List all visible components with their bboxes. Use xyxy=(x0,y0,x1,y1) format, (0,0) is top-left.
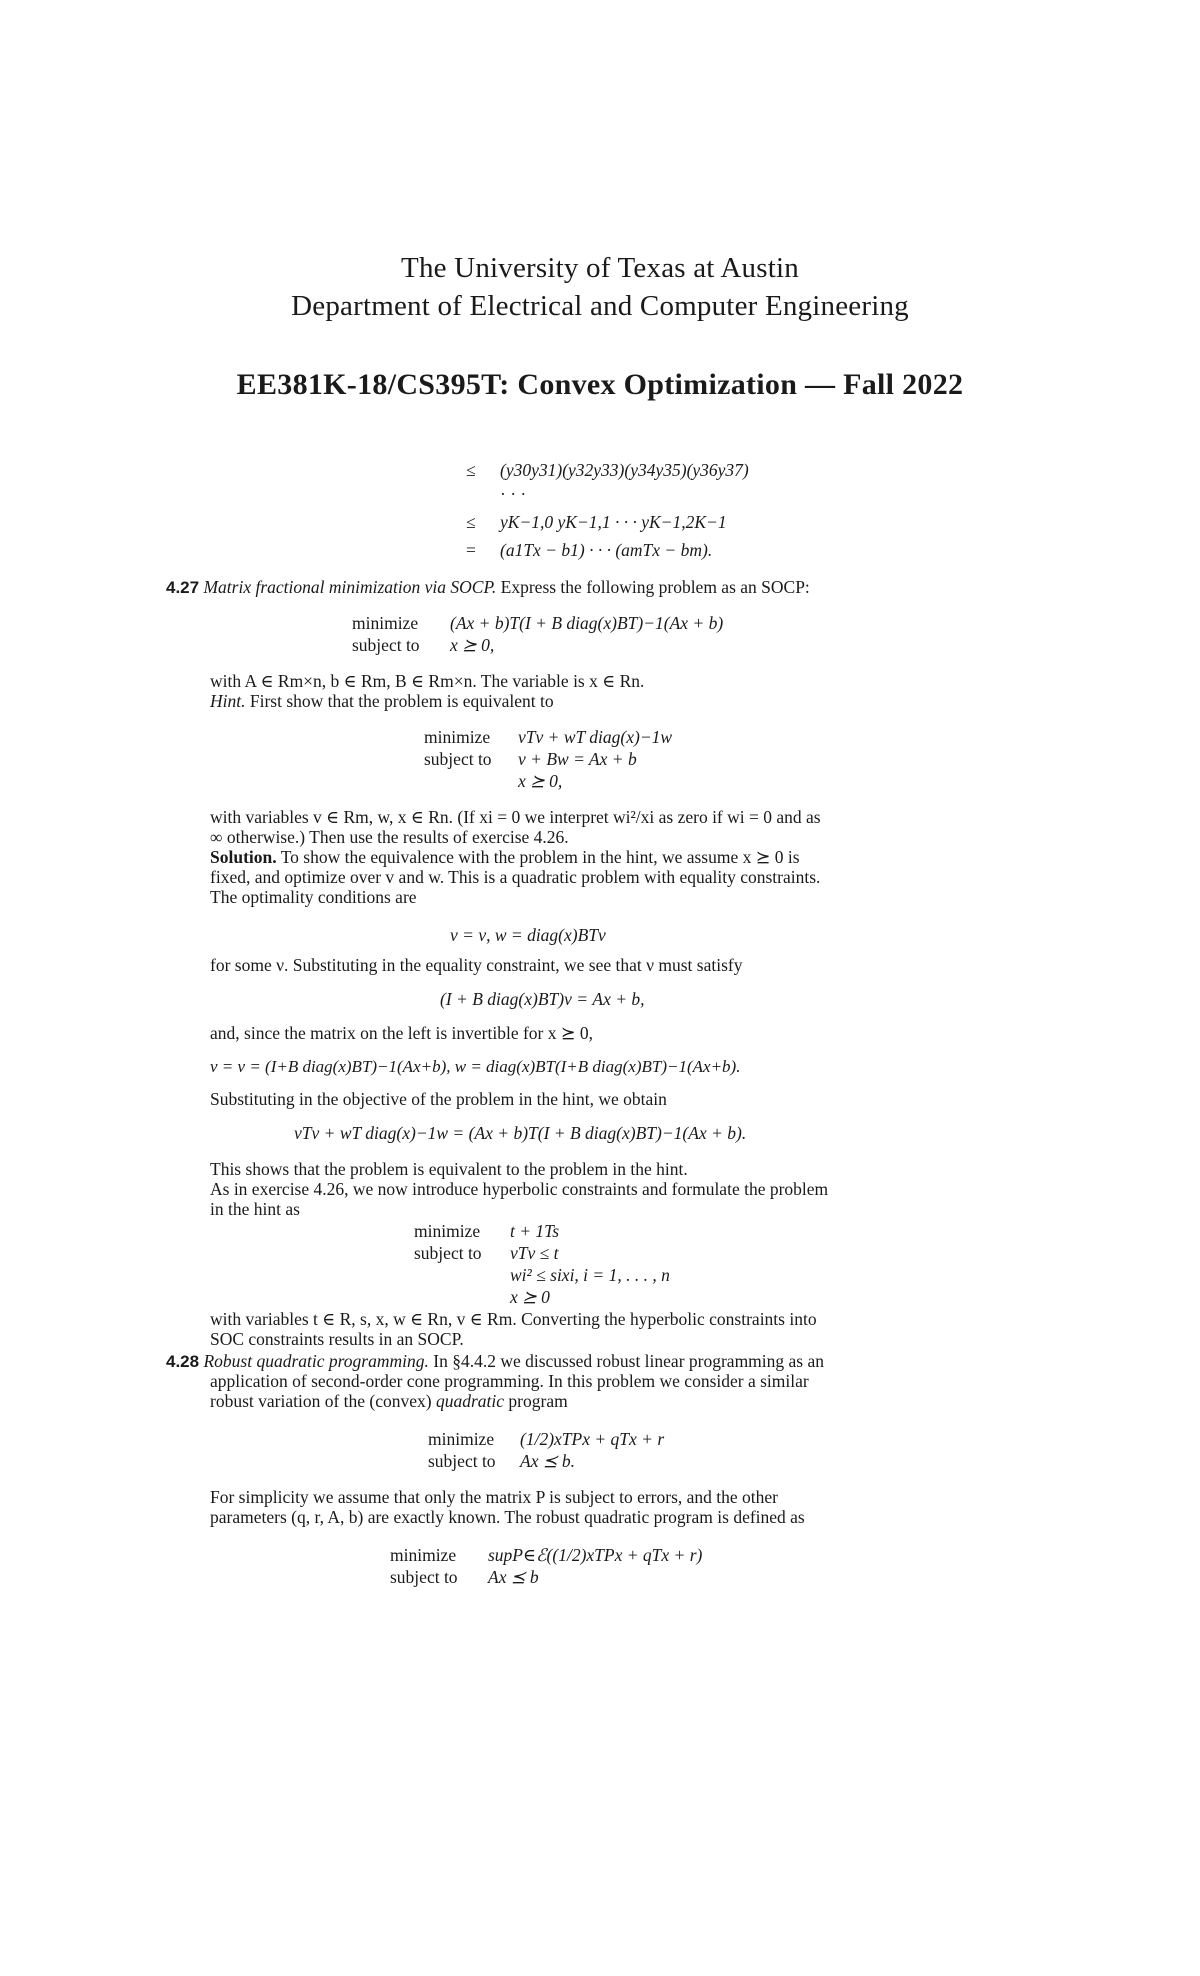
text-line: with variables t ∈ R, s, x, w ∈ Rn, v ∈ Rm. Converting the hyperbolic constraints into xyxy=(210,1309,817,1329)
chain-expression: (a1Tx − b1) · · · (amTx − bm). xyxy=(500,540,713,560)
text-line: This shows that the problem is equivalent to the problem in the hint. xyxy=(210,1159,688,1179)
text-line: SOC constraints results in an SOCP. xyxy=(210,1329,464,1349)
robust-qp-minimize-row: minimize supP∈ℰ((1/2)xTPx + qTx + r) xyxy=(390,1545,703,1565)
text-line: in the hint as xyxy=(210,1199,300,1219)
problem-minimize-row: minimize (Ax + b)T(I + B diag(x)BT)−1(Ax + b) xyxy=(352,613,724,633)
formulation-minimize-row: minimize t + 1Ts xyxy=(414,1221,560,1241)
hint-line: Hint. First show that the problem is equivalent to xyxy=(210,691,554,711)
equation-v-w: v = ν = (I+B diag(x)BT)−1(Ax+b), w = diag(x)BT(I+B diag(x)BT)−1(Ax+b). xyxy=(210,1057,741,1076)
chain-relation: ≤ xyxy=(466,512,476,532)
chain-relation: = xyxy=(466,540,476,560)
qp-subject-to-row: subject to Ax ⪯ b. xyxy=(428,1451,575,1471)
solution-label: Solution. xyxy=(210,847,277,867)
chain-expression: (y30y31)(y32y33)(y34y35)(y36y37) xyxy=(500,460,749,480)
problem-prompt: Express the following problem as an SOCP: xyxy=(500,577,810,597)
text-line: The optimality conditions are xyxy=(210,887,417,907)
equation-objective: vTv + wT diag(x)−1w = (Ax + b)T(I + B diag(x)BT)−1(Ax + b). xyxy=(294,1123,747,1143)
problem-title: Matrix fractional minimization via SOCP. xyxy=(203,577,497,597)
formulation-constraint-row: wi² ≤ sixi, i = 1, . . . , n xyxy=(510,1265,670,1285)
university-name: The University of Texas at Austin xyxy=(401,252,799,284)
hint-subject-to-row: subject to v + Bw = Ax + b xyxy=(424,749,637,769)
text-line: For simplicity we assume that only the matrix P is subject to errors, and the other xyxy=(210,1487,778,1507)
formulation-constraint-row: x ⪰ 0 xyxy=(510,1287,550,1307)
text-line: with variables v ∈ Rm, w, x ∈ Rn. (If xi = 0 we interpret wi²/xi as zero if wi = 0 and as xyxy=(210,807,821,827)
problem-subject-to-row: subject to x ⪰ 0, xyxy=(352,635,495,655)
text-line: ∞ otherwise.) Then use the results of exercise 4.26. xyxy=(210,827,569,847)
hint-minimize-row: minimize vTv + wT diag(x)−1w xyxy=(424,727,673,747)
department-name: Department of Electrical and Computer Engineering xyxy=(291,290,909,322)
text-line: for some ν. Substituting in the equality constraint, we see that ν must satisfy xyxy=(210,955,743,975)
text-line: As in exercise 4.26, we now introduce hyperbolic constraints and formulate the problem xyxy=(210,1179,829,1199)
problem-title: Robust quadratic programming. xyxy=(203,1351,429,1371)
equation-nu: (I + B diag(x)BT)ν = Ax + b, xyxy=(440,989,645,1009)
text-line: Substituting in the objective of the problem in the hint, we obtain xyxy=(210,1089,667,1109)
problem-4-27-heading xyxy=(166,576,810,599)
chain-expression: · · · xyxy=(500,484,527,504)
chain-row-1 xyxy=(466,460,749,481)
formulation-subject-to-row: subject to vTv ≤ t xyxy=(414,1243,559,1263)
hint-constraint-row: x ⪰ 0, xyxy=(518,771,563,791)
problem-number: 4.27 xyxy=(166,578,200,597)
chain-relation: ≤ xyxy=(466,460,476,480)
variables-line: with A ∈ Rm×n, b ∈ Rm, B ∈ Rm×n. The variable is x ∈ Rn. xyxy=(210,671,645,691)
problem-number: 4.28 xyxy=(166,1352,200,1371)
chain-row-3 xyxy=(466,512,727,533)
chain-row-4 xyxy=(466,540,712,561)
qp-minimize-row: minimize (1/2)xTPx + qTx + r xyxy=(428,1429,665,1449)
course-title: EE381K-18/CS395T: Convex Optimization — Fall 2022 xyxy=(236,368,964,401)
text-line: application of second-order cone programming. In this problem we consider a similar xyxy=(210,1371,809,1391)
text-line: fixed, and optimize over v and w. This is a quadratic problem with equality constraints. xyxy=(210,867,821,887)
text-line: robust variation of the (convex) quadratic program xyxy=(210,1391,568,1411)
problem-4-28-heading: 4.28 Robust quadratic programming. In §4.4.2 we discussed robust linear programming as an xyxy=(166,1351,825,1371)
text-line: and, since the matrix on the left is invertible for x ⪰ 0, xyxy=(210,1023,594,1043)
text-line: parameters (q, r, A, b) are exactly known. The robust quadratic program is defined as xyxy=(210,1507,805,1527)
solution-line: Solution. To show the equivalence with the problem in the hint, we assume x ⪰ 0 is xyxy=(210,847,800,867)
equation-optimality: v = ν, w = diag(x)BTν xyxy=(450,925,606,945)
chain-row-2 xyxy=(466,484,526,505)
chain-expression: yK−1,0 yK−1,1 · · · yK−1,2K−1 xyxy=(500,512,727,532)
robust-qp-subject-to-row: subject to Ax ⪯ b xyxy=(390,1567,539,1587)
